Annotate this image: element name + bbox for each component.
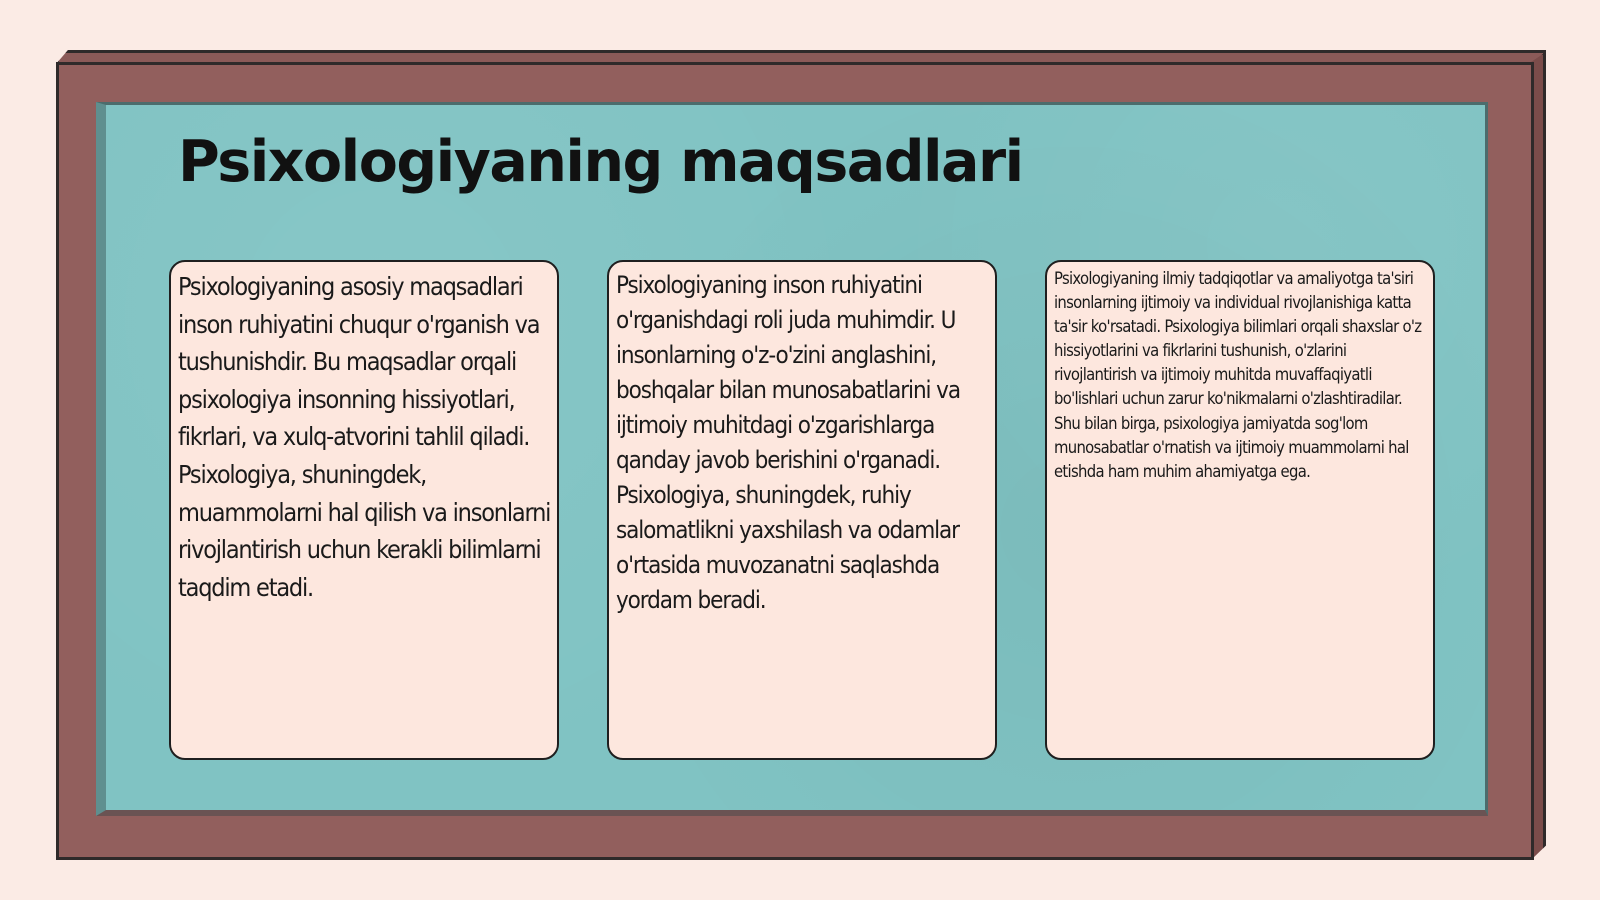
card-2-text: Psixologiyaning inson ruhiyatini o'rganishdagi roli juda muhimdir. U insonlarning o'z-o'zini anglashini, boshqalar bilan munosabatlarini va ijtimoiy muhitdagi o'zgarishlarga qanday javob berishini o'rganadi. Psixologiya, shuningdek, ruhiy salomatlikni yaxshilash va odamlar o'rtasida muvozanatni saqlashda yordam beradi.	[616, 271, 960, 614]
content-card-3	[1045, 260, 1435, 760]
content-card-2	[607, 260, 997, 760]
content-card-1	[169, 260, 559, 760]
slide-title: Psixologiyaning maqsadlari	[178, 129, 1023, 195]
card-1-text: Psixologiyaning asosiy maqsadlari inson ruhiyatini chuqur o'rganish va tushunishdir. Bu maqsadlar orqali psixologiya insonning hissiyotlari, fikrlari, va xulq-atvorini tahlil qiladi. Psixologiya, shuningdek, muammolarni hal qilish va insonlarni rivojlantirish uchun kerakli bilimlarni taqdim etadi.	[178, 272, 551, 602]
card-3-text: Psixologiyaning ilmiy tadqiqotlar va amaliyotga ta'siri insonlarning ijtimoiy va individual rivojlanishiga katta ta'sir ko'rsatadi. Psixologiya bilimlari orqali shaxslar o'z hissiyotlarini va fikrlarini tushunish, o'zlarini rivojlantirish va ijtimoiy muhitda muvaffaqiyatli bo'lishlari uchun zarur ko'nikmalarni o'zlashtiradilar. Shu bilan birga, psixologiya jamiyatda sog'lom munosabatlar o'rnatish va ijtimoiy muammolarni hal etishda ham muhim ahamiyatga ega.	[1054, 269, 1422, 481]
